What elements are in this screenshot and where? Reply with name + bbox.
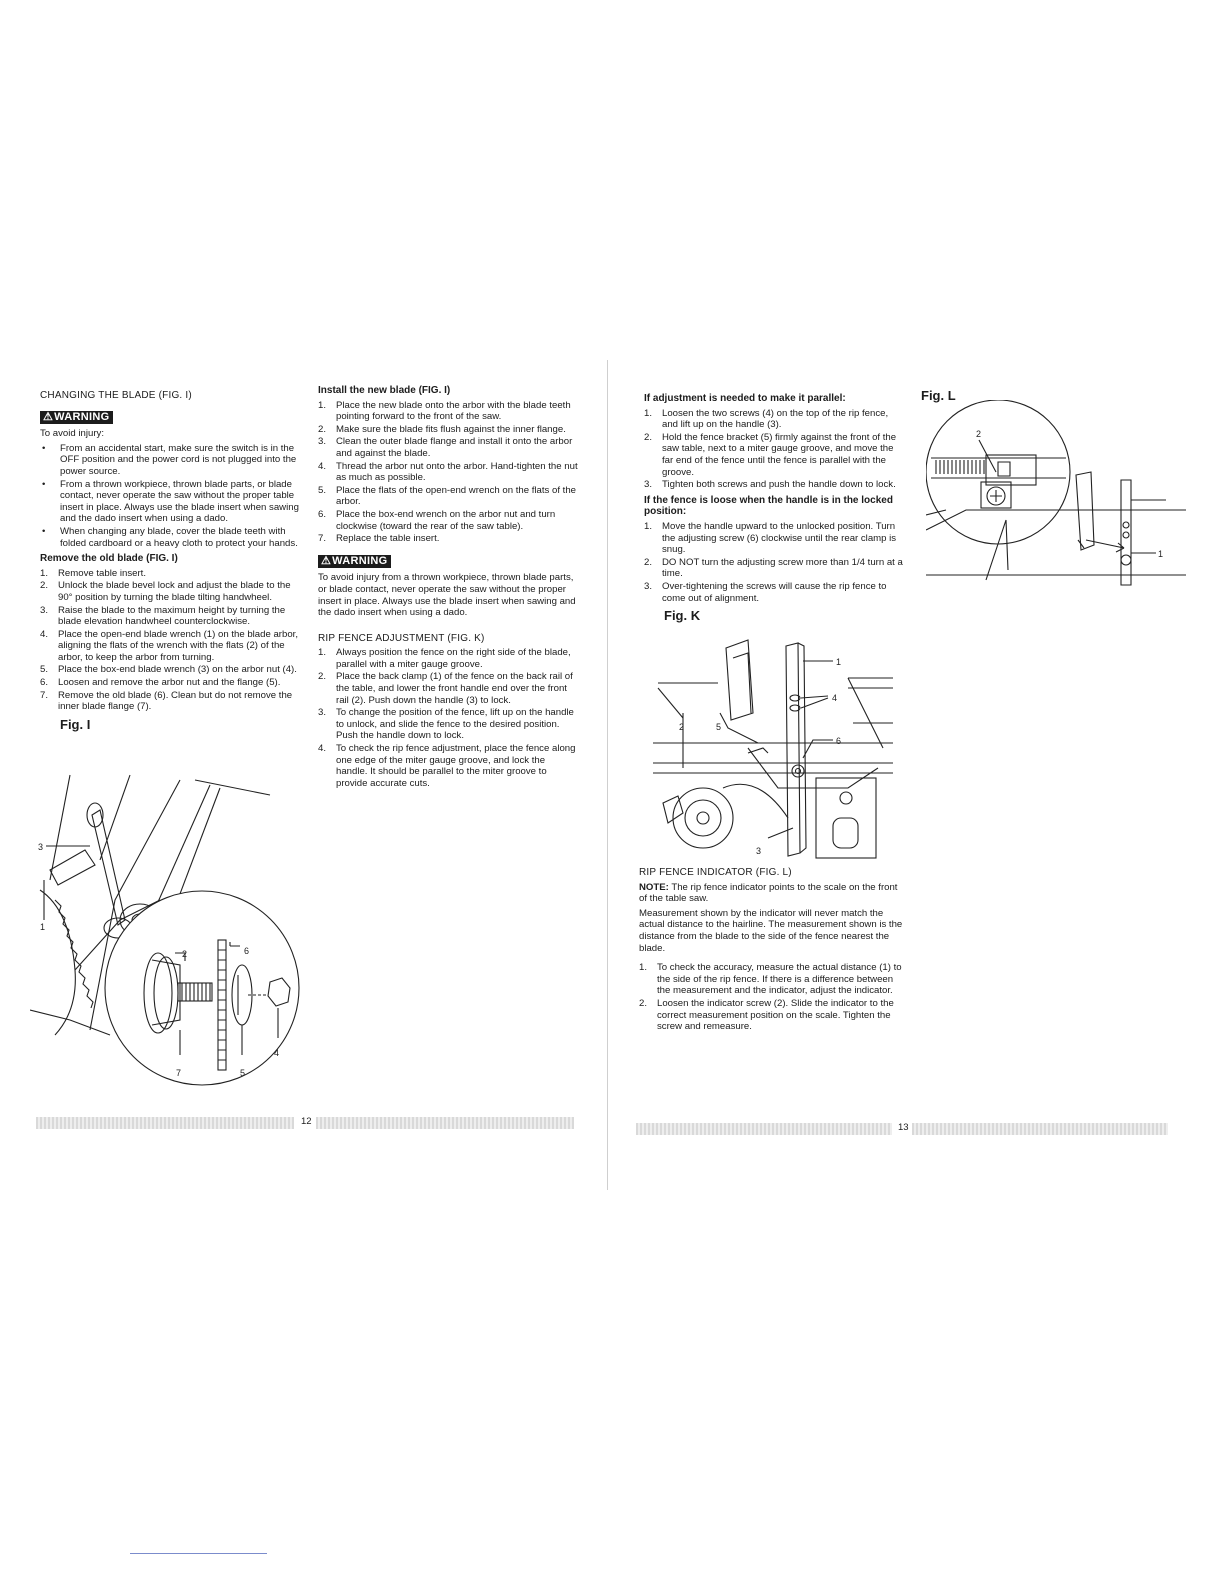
- step-item: 7. Remove the old blade (6). Clean but do not remove the inner blade flange (7).: [40, 689, 293, 713]
- step-item: 3. Over-tightening the screws will cause the rip fence to come out of alignment.: [644, 580, 887, 604]
- callout-7: 7: [176, 1068, 182, 1078]
- figure-i-blade-diagram: [30, 770, 310, 1100]
- step-item: 2. Hold the fence bracket (5) firmly against the front of the saw table, next to a miter gauge groove, and move the far end of the fence until the fence is parallel with the groove.: [644, 431, 897, 478]
- warning-icon: ⚠: [321, 554, 332, 567]
- figure-label-i: Fig. I: [60, 716, 91, 732]
- footer-bar: [912, 1123, 1168, 1135]
- figure-l-indicator-diagram: [926, 400, 1186, 590]
- subheading-install-blade: Install the new blade (FIG. I): [318, 385, 451, 396]
- step-item: 1. Remove table insert.: [40, 567, 146, 579]
- left-page: [0, 0, 607, 1584]
- remove-steps: [40, 568, 302, 713]
- step-item: 1. Place the new blade onto the arbor with the blade teeth pointing forward to the front of the saw.: [318, 399, 571, 423]
- step-item: 3. Tighten both screws and push the handle down to lock.: [644, 479, 896, 491]
- figure-label-k: Fig. K: [664, 608, 701, 624]
- scan-artifact-line: [130, 1553, 267, 1554]
- section-heading-rip-fence: RIP FENCE ADJUSTMENT (FIG. K): [318, 632, 485, 644]
- bullet-item: • From an accidental start, make sure the switch is in the OFF position and the power cord is not plugged into the power source.: [40, 443, 302, 478]
- subheading-fence-loose: If the fence is loose when the handle is in the locked position:: [644, 494, 893, 518]
- footer-right: [636, 1120, 1168, 1136]
- right-column-1-lower: [639, 867, 904, 1037]
- left-column-2: [318, 385, 578, 793]
- callout-2: 2: [182, 949, 188, 959]
- step-item: 1. Always position the fence on the right side of the blade, parallel with a miter gauge groove.: [318, 647, 571, 670]
- subheading-remove-blade: Remove the old blade (FIG. I): [40, 553, 178, 565]
- callout-5: 5: [240, 1068, 246, 1078]
- step-item: 1. Loosen the two screws (4) on the top of the rip fence, and lift up on the handle (3).: [644, 407, 889, 431]
- indicator-steps: [639, 962, 904, 1033]
- step-item: 4. Place the open-end blade wrench (1) on the blade arbor, aligning the flats of the wrench with the flats (2) of the arbor, to keep the arbor from turning.: [40, 628, 299, 663]
- right-column-1: [644, 393, 906, 622]
- subheading-parallel: If adjustment is needed to make it parallel:: [644, 393, 846, 404]
- measurement-paragraph: Measurement shown by the indicator will never match the actual distance to the hairline. The measurement shown is the distance from the blade to the side of the fence nearest the blade.: [639, 907, 903, 954]
- callout-4: 4: [274, 1048, 280, 1058]
- right-page: [608, 0, 1224, 1584]
- step-item: 3. Raise the blade to the maximum height by turning the blade elevation handwheel counterclockwise.: [40, 604, 286, 628]
- footer-bar: [36, 1117, 294, 1129]
- callout-2: 2: [679, 722, 685, 732]
- callout-4: 4: [832, 693, 838, 703]
- step-item: 2. Place the back clamp (1) of the fence on the back rail of the table, and lower the front handle end over the front rail (2). Push down the handle (3) to lock.: [318, 671, 573, 706]
- callout-2: 2: [976, 429, 982, 439]
- step-item: 6. Loosen and remove the arbor nut and the flange (5).: [40, 677, 281, 689]
- callout-1: 1: [836, 657, 842, 667]
- figure-label-l: Fig. L: [921, 388, 956, 403]
- section-heading-rip-fence-indicator: RIP FENCE INDICATOR (FIG. L): [639, 867, 792, 878]
- step-item: 5. Place the box-end blade wrench (3) on the arbor nut (4).: [40, 664, 297, 676]
- callout-5: 5: [716, 722, 722, 732]
- parallel-steps: [644, 408, 906, 491]
- callout-1: 1: [40, 922, 46, 932]
- footer-bar: [316, 1117, 574, 1129]
- page-number: 12: [301, 1116, 312, 1127]
- step-item: 7. Replace the table insert.: [318, 533, 440, 545]
- warning-text: To avoid injury from a thrown workpiece, thrown blade parts, or blade contact, never operate the saw without the proper insert in place. Always use the blade insert when sawing and the dado insert when using a dado.: [318, 572, 576, 619]
- warning-intro: To avoid injury:: [40, 428, 104, 440]
- callout-3: 3: [756, 846, 762, 856]
- warning-icon: ⚠: [43, 410, 54, 423]
- step-item: 2. Loosen the indicator screw (2). Slide the indicator to the correct measurement position on the scale. Tighten the screw and remeasure.: [639, 997, 894, 1033]
- step-item: 3. To change the position of the fence, lift up on the handle to unlock, and slide the fence to the desired position. Push the handle down to lock.: [318, 707, 574, 742]
- note-paragraph: NOTE: The rip fence indicator points to the scale on the front of the table saw.: [639, 881, 898, 905]
- loose-steps: [644, 521, 906, 604]
- step-item: 4. Thread the arbor nut onto the arbor. Hand-tighten the nut as much as possible.: [318, 460, 578, 484]
- step-item: 3. Clean the outer blade flange and install it onto the arbor and against the blade.: [318, 436, 573, 459]
- figure-k-rip-fence-diagram: [648, 628, 898, 863]
- step-item: 2. Make sure the blade fits flush against the inner flange.: [318, 423, 566, 435]
- step-item: 4. To check the rip fence adjustment, place the fence along one edge of the miter gauge groove, and lock the handle. It should be parallel to the miter groove to provide accurate cuts.: [318, 743, 576, 789]
- warning-badge: ⚠WARNING: [318, 555, 391, 569]
- step-item: 5. Place the flats of the open-end wrench on the flats of the arbor.: [318, 484, 576, 508]
- install-steps: [318, 400, 578, 545]
- step-item: 2. DO NOT turn the adjusting screw more than 1/4 turn at a time.: [644, 556, 903, 580]
- warning-bullets: [40, 443, 302, 549]
- section-heading-changing-blade: CHANGING THE BLADE (FIG. I): [40, 390, 192, 401]
- footer-bar: [636, 1123, 892, 1135]
- bullet-item: • When changing any blade, cover the blade teeth with folded cardboard or a heavy cloth to protect your hands.: [40, 526, 302, 549]
- page-number: 13: [898, 1122, 909, 1133]
- callout-6: 6: [244, 946, 250, 956]
- callout-6: 6: [836, 736, 842, 746]
- bullet-item: • From a thrown workpiece, thrown blade parts, or blade contact, never operate the saw without the proper table insert in place. Always use the blade insert when sawing and the dado insert when using a dado.: [40, 479, 302, 525]
- callout-1: 1: [1158, 549, 1164, 559]
- left-column-1: [40, 390, 302, 730]
- warning-badge: ⚠WARNING: [40, 411, 113, 425]
- step-item: 6. Place the box-end wrench on the arbor nut and turn clockwise (toward the rear of the saw table).: [318, 508, 556, 532]
- step-item: 1. To check the accuracy, measure the actual distance (1) to the side of the rip fence. If there is a difference between the measurement and the indicator, adjust the indicator.: [639, 962, 902, 997]
- callout-3: 3: [38, 842, 44, 852]
- step-item: 1. Move the handle upward to the unlocked position. Turn the adjusting screw (6) clockwise until the rear clamp is snug.: [644, 520, 897, 556]
- footer-left: [36, 1114, 576, 1130]
- rip-fence-steps: [318, 647, 578, 789]
- step-item: 2. Unlock the blade bevel lock and adjust the blade to the 90° position by turning the blade tilting handwheel.: [40, 580, 291, 603]
